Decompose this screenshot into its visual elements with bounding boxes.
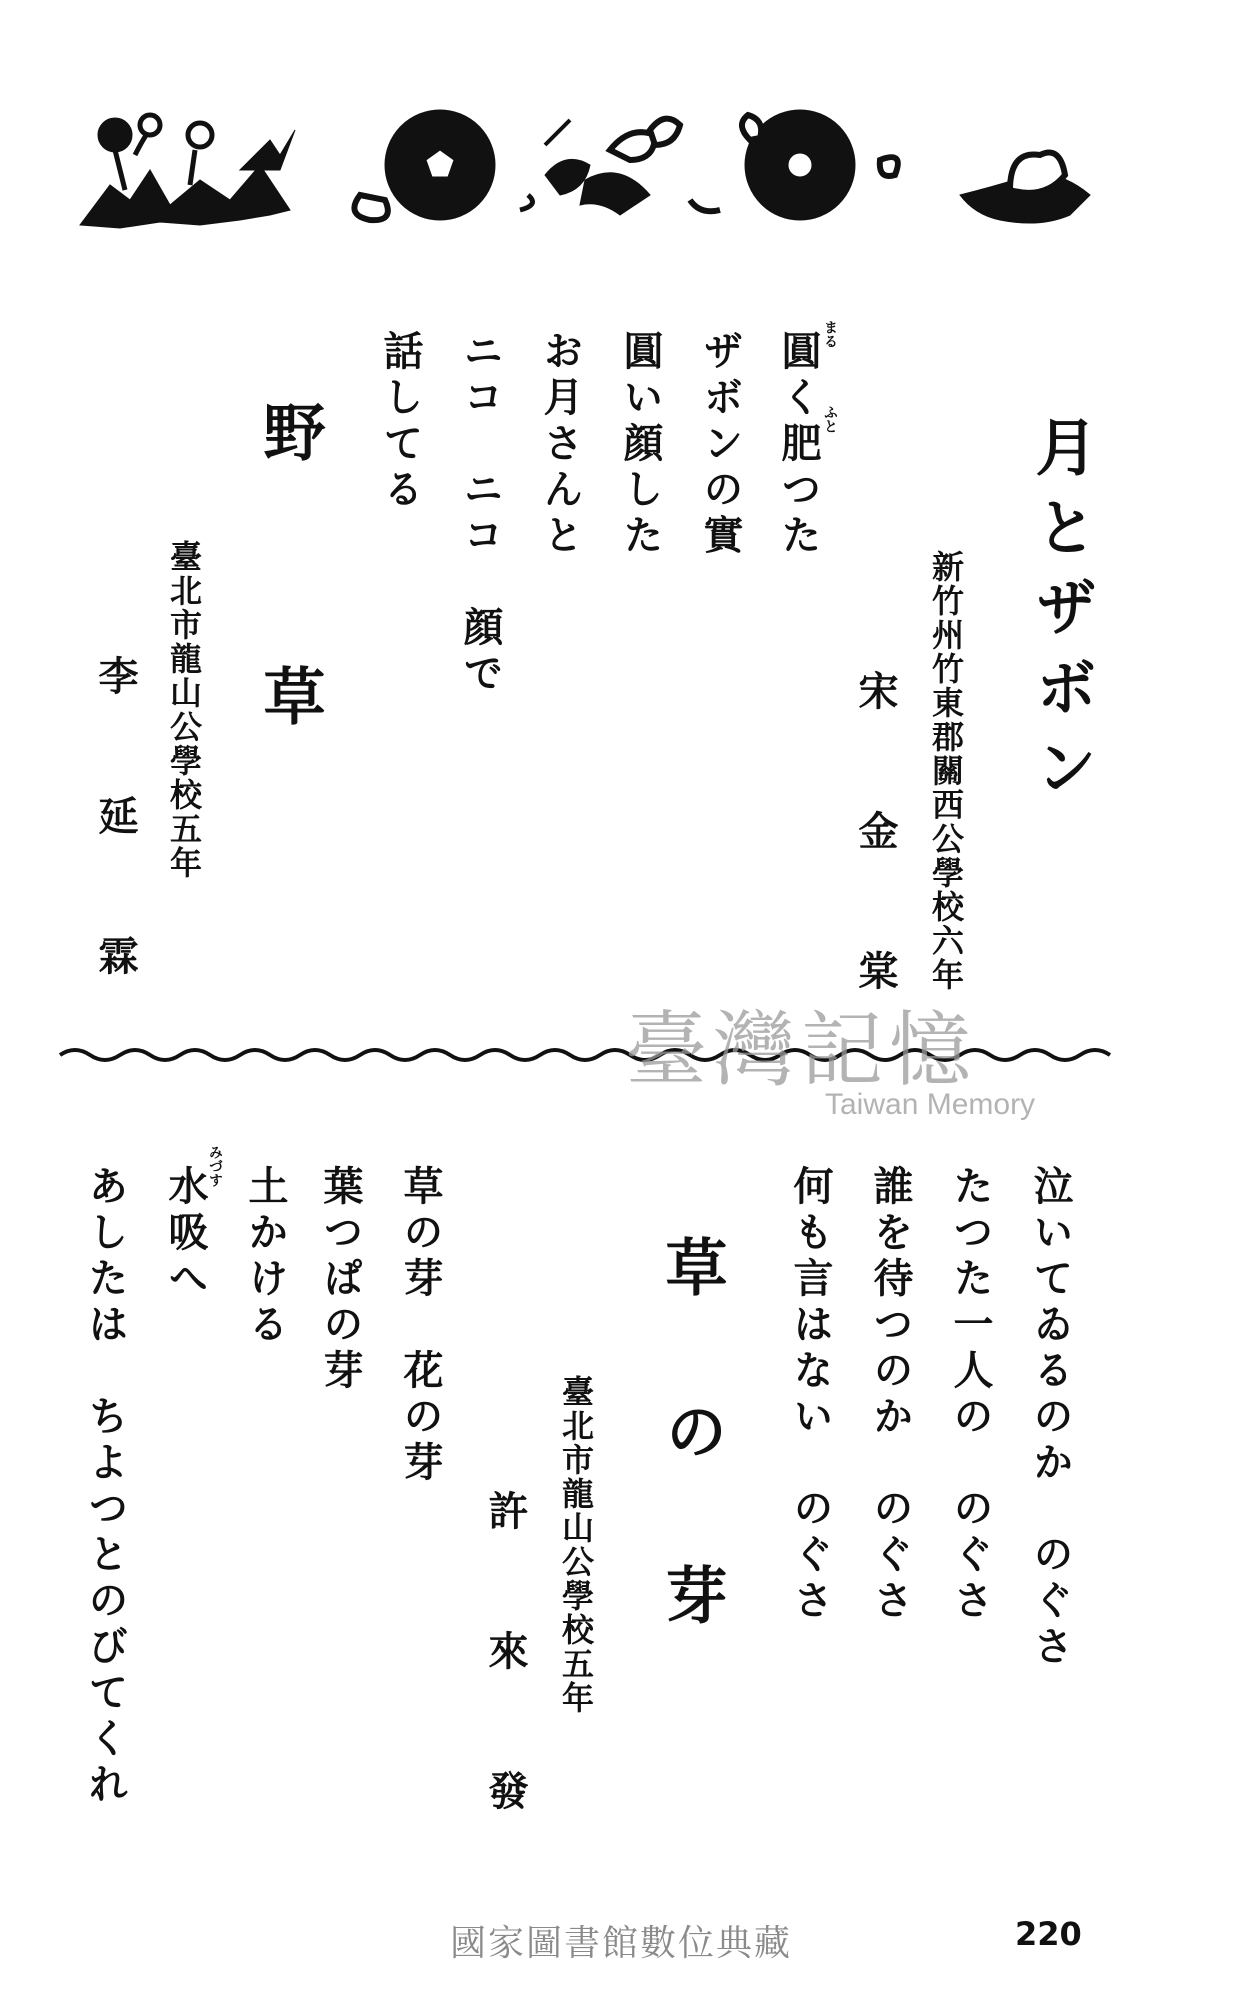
poem-line: あしたは ちよつとのびてくれ [82,1165,129,1809]
library-credit: 國家圖書館數位典藏 [450,1923,793,1964]
watermark-cjk: 臺灣記憶 [625,1003,978,1098]
poem-line: 草の芽 花の芽 [397,1165,444,1487]
page-number: 220 [1015,1915,1082,1953]
poem-line: 誰を待つのか のぐさ [867,1165,914,1625]
poem-line: お月さんと [537,330,584,560]
poem-line: たつた一人の のぐさ [947,1165,994,1625]
poem-school-ryuzan-2: 臺北市龍山公學校五年 [557,1375,595,1715]
poem-school-kansai: 新竹州竹東郡關西公學校六年 [927,550,965,992]
poem-line: 話してる [377,330,424,514]
ruby-futo: ふと [822,405,838,433]
poem-line: 水吸へ [162,1165,209,1303]
poem-line: ニコ ニコ 顔で [457,330,504,698]
poem-line: 葉つぱの芽 [317,1165,364,1395]
ruby-mizusu: みづす [207,1145,223,1187]
poem-line: 土かける [242,1165,289,1349]
poem-title-tsuki-to-zabon: 月とザボン [1025,415,1098,815]
poem-line: ザボンの實 [697,330,744,560]
watermark-en: Taiwan Memory [825,1088,1036,1121]
poem-title-noguusa: 野 草 [253,400,326,796]
poem-line: 泣いてゐるのか のぐさ [1027,1165,1074,1671]
poem-author-so-kindo: 宋 金 棠 [852,670,898,1020]
poem-author-kyo-raihatsu: 許 來 發 [482,1490,528,1840]
taiwan-memory-watermark [625,985,1035,1122]
ruby-maru: まる [822,320,838,348]
poem-school-ryuzan: 臺北市龍山公學校五年 [165,540,203,880]
poem-title-kusa-no-me: 草 の 芽 [655,1235,728,1645]
floral-border-illustration [0,0,1259,260]
poem-line: 何も言はない のぐさ [787,1165,834,1625]
poem-line: 圓く肥つた [775,330,822,560]
poem-line: 圓い顔した [617,330,664,560]
poem-author-ri-enrin: 李 延 霖 [92,655,138,1005]
